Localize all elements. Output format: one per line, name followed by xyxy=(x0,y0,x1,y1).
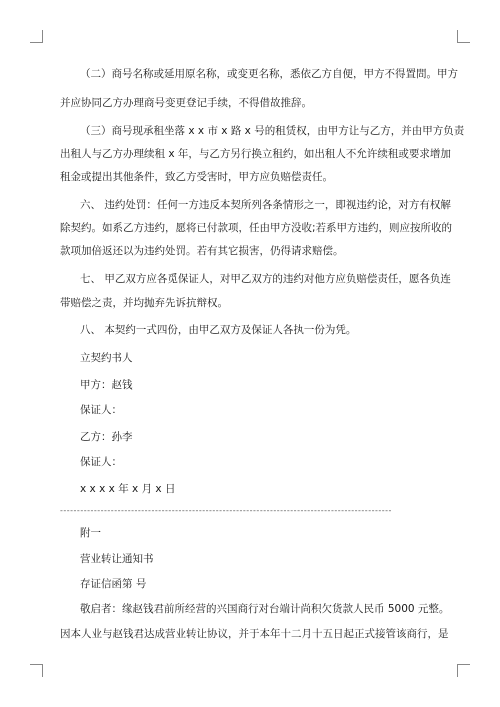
paragraph-line: 敬启者：缘赵钱君前所经营的兴国商行对台端计尚积欠货款人民币 5000 元整。 xyxy=(80,603,450,615)
guarantor-line: 保证人： xyxy=(80,404,122,416)
crop-mark-bottom-left xyxy=(30,664,43,677)
party-b-line: 乙方：孙李 xyxy=(80,431,133,443)
letter-number: 存证信函第 号 xyxy=(80,578,147,590)
paragraph-line: 并应协同乙方办理商号变更登记手续，不得借故推辞。 xyxy=(60,97,312,109)
paragraph-line: 六、 违约处罚：任何一方违反本契所列各条情形之一，即视违约论，对方有权解 xyxy=(80,199,451,211)
separator-dashes: -------------------------------------------------------------------------------------------------- xyxy=(60,506,392,515)
appendix-label: 附一 xyxy=(80,527,101,539)
paragraph-line: 租金或提出其他条件，致乙方受害时，甲方应负赔偿责任。 xyxy=(60,171,333,183)
party-a-line: 甲方：赵钱 xyxy=(80,379,133,391)
paragraph-line: 出租人与乙方办理续租 x 年，与乙方另行换立租约，如出租人不允许续租或要求增加 xyxy=(60,148,451,160)
crop-mark-bottom-right xyxy=(457,664,470,677)
signatory-heading: 立契约书人 xyxy=(80,352,133,364)
paragraph-line: 八、 本契约一式四份，由甲乙双方及保证人各执一份为凭。 xyxy=(80,324,357,336)
crop-mark-top-right xyxy=(457,30,470,43)
notice-title: 营业转让通知书 xyxy=(80,553,154,565)
paragraph-line: 除契约。如系乙方违约，愿将已付款项，任由甲方没收;若系甲方违约，则应按所收的 xyxy=(60,222,453,234)
paragraph-line: 款项加倍返还以为违约处罚。若有其它损害，仍得请求赔偿。 xyxy=(60,245,344,257)
crop-mark-top-left xyxy=(30,30,43,43)
guarantor-line: 保证人： xyxy=(80,456,122,468)
paragraph-line: （二）商号名称或延用原名称，或变更名称，悉依乙方自便，甲方不得置問。甲方 xyxy=(80,68,458,80)
paragraph-line: 七、 甲乙双方应各觅保证人，对甲乙双方的违约对他方应负赔偿责任，愿各负连 xyxy=(80,273,451,285)
date-line: x x x x 年 x 月 x 日 xyxy=(80,483,176,495)
paragraph-line: 因本人业与赵钱君达成营业转让协议，并于本年十二月十五日起正式接管该商行，是 xyxy=(60,628,449,640)
paragraph-line: 带赔偿之责，并均抛弃先诉抗辩权。 xyxy=(60,297,228,309)
paragraph-line: （三）商号现承租坐落 x x 市 x 路 x 号的租赁权，由甲方让与乙方，并由甲方负责 xyxy=(80,125,465,137)
